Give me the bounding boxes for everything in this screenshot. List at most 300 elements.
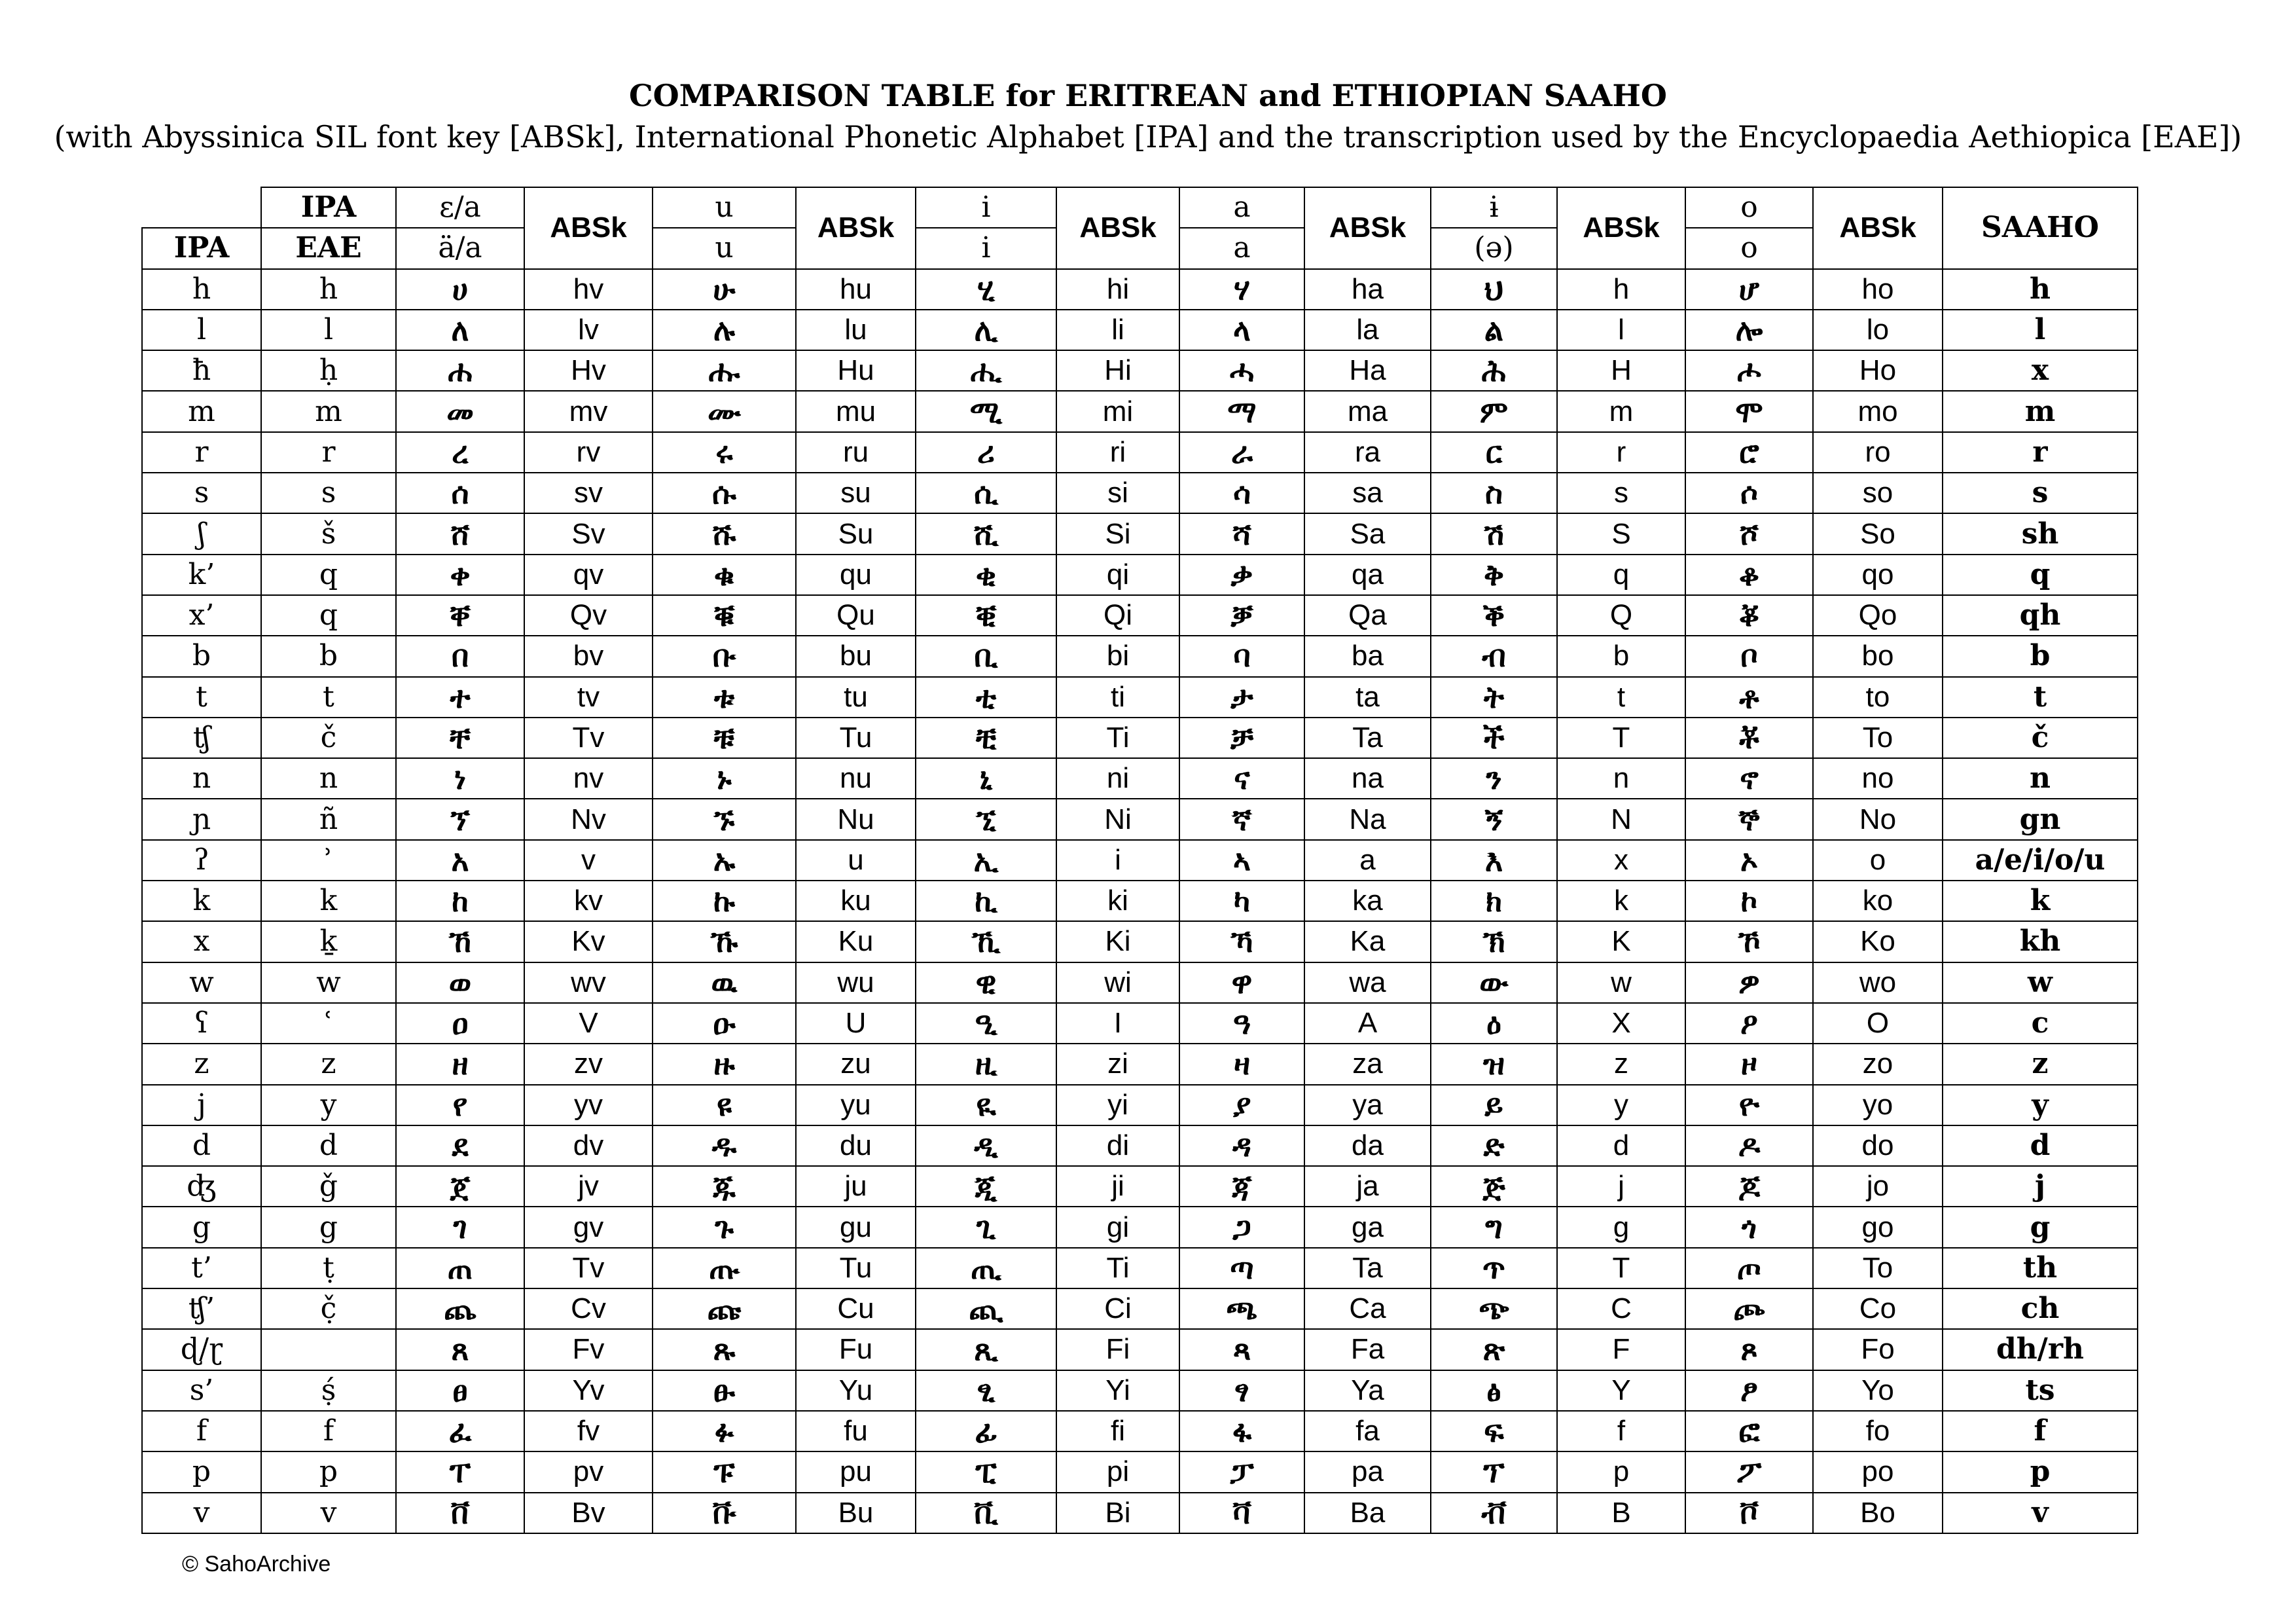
table-cell: ቩ xyxy=(653,1493,796,1533)
table-cell: ʃ xyxy=(142,513,261,554)
table-cell: wv xyxy=(524,962,653,1003)
table-cell: t xyxy=(1943,677,2138,718)
table-cell: nu xyxy=(796,758,916,799)
table-cell: y xyxy=(1557,1085,1685,1125)
table-cell: ዛ xyxy=(1179,1044,1304,1084)
table-cell: ቨ xyxy=(396,1493,524,1533)
table-cell: n xyxy=(142,758,261,799)
table-cell: ቅ xyxy=(1431,555,1557,595)
table-cell: ነ xyxy=(396,758,524,799)
table-cell: ጁ xyxy=(653,1166,796,1207)
table-cell: j xyxy=(1943,1166,2138,1207)
table-cell: ሎ xyxy=(1685,310,1813,350)
table-row xyxy=(142,677,2138,718)
table-cell: ር xyxy=(1431,432,1557,473)
table-cell: ዳ xyxy=(1179,1125,1304,1166)
table-cell: ሺ xyxy=(916,513,1056,554)
table-cell: u xyxy=(796,840,916,881)
table-cell: pu xyxy=(796,1451,916,1492)
table-cell: bv xyxy=(524,636,653,676)
table-cell: Bo xyxy=(1813,1493,1943,1533)
table-cell: ha xyxy=(1304,269,1431,310)
table-cell: Yv xyxy=(524,1370,653,1411)
table-cell: ረ xyxy=(396,432,524,473)
table-cell: ቫ xyxy=(1179,1493,1304,1533)
table-row xyxy=(142,310,2138,350)
table-cell: dh/rh xyxy=(1943,1329,2138,1370)
table-cell: ṭ xyxy=(261,1248,396,1288)
table-cell: qv xyxy=(524,555,653,595)
table-cell: ቲ xyxy=(916,677,1056,718)
table-cell: t xyxy=(1557,677,1685,718)
table-cell: za xyxy=(1304,1044,1431,1084)
copyright-footer: © SahoArchive xyxy=(182,1552,331,1577)
table-cell: Qi xyxy=(1056,595,1179,636)
table-cell: kh xyxy=(1943,921,2138,962)
table-cell: B xyxy=(1557,1493,1685,1533)
table-cell: Qo xyxy=(1813,595,1943,636)
table-cell: To xyxy=(1813,718,1943,758)
table-cell: I xyxy=(1056,1003,1179,1044)
table-cell: jv xyxy=(524,1166,653,1207)
table-cell: ብ xyxy=(1431,636,1557,676)
table-cell: x xyxy=(1557,840,1685,881)
table-cell: i xyxy=(1056,840,1179,881)
table-cell: ሒ xyxy=(916,350,1056,391)
table-cell: n xyxy=(1557,758,1685,799)
table-cell: r xyxy=(1557,432,1685,473)
table-cell: yv xyxy=(524,1085,653,1125)
table-cell: qi xyxy=(1056,555,1179,595)
table-cell: ቕ xyxy=(1431,595,1557,636)
table-cell: ʤ xyxy=(142,1166,261,1207)
table-cell: la xyxy=(1304,310,1431,350)
table-cell: ሊ xyxy=(916,310,1056,350)
table-cell: pv xyxy=(524,1451,653,1492)
table-cell: kv xyxy=(524,881,653,921)
table-cell: w xyxy=(1557,962,1685,1003)
table-cell: y xyxy=(1943,1085,2138,1125)
table-cell: እ xyxy=(1431,840,1557,881)
table-cell: ጾ xyxy=(1685,1329,1813,1370)
table-row xyxy=(142,391,2138,431)
table-cell: Ni xyxy=(1056,799,1179,839)
table-cell: v xyxy=(524,840,653,881)
table-cell: ጥ xyxy=(1431,1248,1557,1288)
table-cell: ዘ xyxy=(396,1044,524,1084)
table-cell: ፂ xyxy=(916,1370,1056,1411)
table-cell: ni xyxy=(1056,758,1179,799)
table-cell: ና xyxy=(1179,758,1304,799)
table-cell: Hv xyxy=(524,350,653,391)
table-row xyxy=(142,269,2138,310)
table-cell: ዒ xyxy=(916,1003,1056,1044)
table-cell: z xyxy=(142,1044,261,1084)
table-cell: ራ xyxy=(1179,432,1304,473)
table-cell: ሑ xyxy=(653,350,796,391)
table-cell: fv xyxy=(524,1411,653,1451)
table-cell: t xyxy=(261,677,396,718)
table-cell: r xyxy=(1943,432,2138,473)
table-cell: ፍ xyxy=(1431,1411,1557,1451)
table-cell: k xyxy=(142,881,261,921)
table-cell: ፋ xyxy=(1179,1411,1304,1451)
table-cell: ʧ xyxy=(142,718,261,758)
table-cell: p xyxy=(1557,1451,1685,1492)
table-cell: ኘ xyxy=(396,799,524,839)
table-cell: mo xyxy=(1813,391,1943,431)
table-cell: ሖ xyxy=(1685,350,1813,391)
table-cell: hu xyxy=(796,269,916,310)
table-cell: n xyxy=(261,758,396,799)
table-cell: ጽ xyxy=(1431,1329,1557,1370)
table-cell: ታ xyxy=(1179,677,1304,718)
table-cell: Ha xyxy=(1304,350,1431,391)
table-cell: H xyxy=(1557,350,1685,391)
table-row xyxy=(142,718,2138,758)
table-cell: ገ xyxy=(396,1207,524,1247)
table-cell: wi xyxy=(1056,962,1179,1003)
table-cell: ሶ xyxy=(1685,473,1813,513)
table-cell: j xyxy=(1557,1166,1685,1207)
table-cell: Nu xyxy=(796,799,916,839)
table-cell: F xyxy=(1557,1329,1685,1370)
table-cell: qo xyxy=(1813,555,1943,595)
table-cell: l xyxy=(261,310,396,350)
table-cell: sa xyxy=(1304,473,1431,513)
table-cell: ፕ xyxy=(1431,1451,1557,1492)
table-cell: Qu xyxy=(796,595,916,636)
header-cell: ABSk xyxy=(1557,187,1685,269)
table-cell: f xyxy=(142,1411,261,1451)
table-cell: l xyxy=(142,310,261,350)
table-cell: Co xyxy=(1813,1288,1943,1329)
table-cell: tv xyxy=(524,677,653,718)
table-cell: ን xyxy=(1431,758,1557,799)
table-cell: ri xyxy=(1056,432,1179,473)
table-cell: Fi xyxy=(1056,1329,1179,1370)
table-cell: ɖ/ɽ xyxy=(142,1329,261,1370)
header-cell: u xyxy=(653,228,796,268)
table-cell: መ xyxy=(396,391,524,431)
table-cell: ኮ xyxy=(1685,881,1813,921)
table-cell: q xyxy=(1557,555,1685,595)
header-empty-cell xyxy=(142,187,261,228)
table-cell: ዖ xyxy=(1685,1003,1813,1044)
table-cell: Cv xyxy=(524,1288,653,1329)
table-cell: qa xyxy=(1304,555,1431,595)
header-cell: IPA xyxy=(142,228,261,268)
table-cell: fo xyxy=(1813,1411,1943,1451)
table-cell: ማ xyxy=(1179,391,1304,431)
table-cell: ፓ xyxy=(1179,1451,1304,1492)
table-cell: X xyxy=(1557,1003,1685,1044)
table-cell: x xyxy=(1943,350,2138,391)
table-cell: ጩ xyxy=(653,1288,796,1329)
table-cell: ñ xyxy=(261,799,396,839)
table-cell: ዲ xyxy=(916,1125,1056,1166)
table-cell: g xyxy=(1943,1207,2138,1247)
table-cell: ፐ xyxy=(396,1451,524,1492)
table-cell: gu xyxy=(796,1207,916,1247)
table-cell: h xyxy=(142,269,261,310)
table-cell: p xyxy=(261,1451,396,1492)
table-cell: d xyxy=(1557,1125,1685,1166)
table-row xyxy=(142,881,2138,921)
table-cell: gi xyxy=(1056,1207,1179,1247)
table-row xyxy=(142,1370,2138,1411)
table-cell: ጫ xyxy=(1179,1288,1304,1329)
table-cell: ሮ xyxy=(1685,432,1813,473)
table-cell: mi xyxy=(1056,391,1179,431)
table-cell: ጆ xyxy=(1685,1166,1813,1207)
table-cell: k xyxy=(1943,881,2138,921)
table-cell: ቓ xyxy=(1179,595,1304,636)
table-cell: x xyxy=(142,921,261,962)
table-cell: ፒ xyxy=(916,1451,1056,1492)
header-cell: IPA xyxy=(261,187,396,228)
table-cell: የ xyxy=(396,1085,524,1125)
table-cell: ቐ xyxy=(396,595,524,636)
table-cell: Kv xyxy=(524,921,653,962)
table-cell: ፆ xyxy=(1685,1370,1813,1411)
table-cell: ts xyxy=(1943,1370,2138,1411)
table-cell: sh xyxy=(1943,513,2138,554)
table-cell: T xyxy=(1557,718,1685,758)
table-cell: ለ xyxy=(396,310,524,350)
table-cell: hv xyxy=(524,269,653,310)
table-cell: U xyxy=(796,1003,916,1044)
table-cell: ra xyxy=(1304,432,1431,473)
table-cell: ዑ xyxy=(653,1003,796,1044)
table-cell: x’ xyxy=(142,595,261,636)
table-cell: yo xyxy=(1813,1085,1943,1125)
table-cell: ወ xyxy=(396,962,524,1003)
table-cell: Ti xyxy=(1056,1248,1179,1288)
table-cell: hi xyxy=(1056,269,1179,310)
header-cell: SAAHO xyxy=(1943,187,2138,269)
table-cell: č̣ xyxy=(261,1288,396,1329)
table-cell: ሱ xyxy=(653,473,796,513)
table-cell: dv xyxy=(524,1125,653,1166)
table-cell: ቶ xyxy=(1685,677,1813,718)
table-cell: ṣ́ xyxy=(261,1370,396,1411)
table-cell: fi xyxy=(1056,1411,1179,1451)
table-cell: ቭ xyxy=(1431,1493,1557,1533)
table-cell: ቻ xyxy=(1179,718,1304,758)
header-cell: EAE xyxy=(261,228,396,268)
header-cell: ABSk xyxy=(1813,187,1943,269)
table-cell: g xyxy=(142,1207,261,1247)
table-cell: ላ xyxy=(1179,310,1304,350)
table-cell: zv xyxy=(524,1044,653,1084)
table-cell: q xyxy=(1943,555,2138,595)
table-cell: ጻ xyxy=(1179,1329,1304,1370)
table-cell: ድ xyxy=(1431,1125,1557,1166)
table-cell: f xyxy=(1943,1411,2138,1451)
table-cell: ቖ xyxy=(1685,595,1813,636)
table-cell: m xyxy=(142,391,261,431)
table-cell: ኙ xyxy=(653,799,796,839)
table-cell: da xyxy=(1304,1125,1431,1166)
table-cell: ል xyxy=(1431,310,1557,350)
table-cell: Ku xyxy=(796,921,916,962)
table-cell: jo xyxy=(1813,1166,1943,1207)
table-cell: ሸ xyxy=(396,513,524,554)
table-cell: Tv xyxy=(524,718,653,758)
table-cell: ku xyxy=(796,881,916,921)
table-cell: Sa xyxy=(1304,513,1431,554)
header-cell: a xyxy=(1179,187,1304,228)
table-cell: h xyxy=(261,269,396,310)
table-cell: Hu xyxy=(796,350,916,391)
table-cell: ጎ xyxy=(1685,1207,1813,1247)
table-cell: ቾ xyxy=(1685,718,1813,758)
table-cell: m xyxy=(1557,391,1685,431)
table-cell: r xyxy=(261,432,396,473)
table-cell: ya xyxy=(1304,1085,1431,1125)
table-cell: ኦ xyxy=(1685,840,1813,881)
table-cell: Hi xyxy=(1056,350,1179,391)
table-cell: ም xyxy=(1431,391,1557,431)
table-cell: ፖ xyxy=(1685,1451,1813,1492)
table-cell: ዊ xyxy=(916,962,1056,1003)
header-cell: u xyxy=(653,187,796,228)
table-cell: ፎ xyxy=(1685,1411,1813,1451)
table-cell: ta xyxy=(1304,677,1431,718)
table-cell: ጦ xyxy=(1685,1248,1813,1288)
table-cell: mu xyxy=(796,391,916,431)
table-cell: ሾ xyxy=(1685,513,1813,554)
table-cell: ጹ xyxy=(653,1329,796,1370)
table-cell: ካ xyxy=(1179,881,1304,921)
table-cell: j xyxy=(142,1085,261,1125)
table-cell: zu xyxy=(796,1044,916,1084)
table-cell: Yu xyxy=(796,1370,916,1411)
header-row-1 xyxy=(142,187,2138,228)
table-cell: do xyxy=(1813,1125,1943,1166)
table-cell: b xyxy=(261,636,396,676)
table-cell: Si xyxy=(1056,513,1179,554)
table-cell: ኡ xyxy=(653,840,796,881)
table-cell: ጠ xyxy=(396,1248,524,1288)
table-cell: Ya xyxy=(1304,1370,1431,1411)
table-cell: ዚ xyxy=(916,1044,1056,1084)
table-cell: d xyxy=(142,1125,261,1166)
table-cell: V xyxy=(524,1003,653,1044)
table-cell: ፃ xyxy=(1179,1370,1304,1411)
table-row xyxy=(142,799,2138,839)
table-cell: ጮ xyxy=(1685,1288,1813,1329)
table-cell: ት xyxy=(1431,677,1557,718)
table-row xyxy=(142,350,2138,391)
table-cell: ኻ xyxy=(1179,921,1304,962)
table-cell: ḵ xyxy=(261,921,396,962)
table-cell: C xyxy=(1557,1288,1685,1329)
table-cell: Tu xyxy=(796,1248,916,1288)
table-row xyxy=(142,1248,2138,1288)
table-cell: z xyxy=(261,1044,396,1084)
table-row xyxy=(142,1451,2138,1492)
table-cell: pi xyxy=(1056,1451,1179,1492)
table-cell: Ho xyxy=(1813,350,1943,391)
table-cell: Tv xyxy=(524,1248,653,1288)
table-cell: z xyxy=(1943,1044,2138,1084)
table-cell: z xyxy=(1557,1044,1685,1084)
table-cell: ው xyxy=(1431,962,1557,1003)
table-cell: s xyxy=(142,473,261,513)
table-cell: h xyxy=(1943,269,2138,310)
table-cell: b xyxy=(1943,636,2138,676)
table-cell: š xyxy=(261,513,396,554)
table-cell: ʿ xyxy=(261,1003,396,1044)
table-cell: lu xyxy=(796,310,916,350)
table-cell: h xyxy=(1557,269,1685,310)
table-cell: bo xyxy=(1813,636,1943,676)
table-cell: ሳ xyxy=(1179,473,1304,513)
table-cell: qu xyxy=(796,555,916,595)
table-row xyxy=(142,1329,2138,1370)
table-cell: ቹ xyxy=(653,718,796,758)
table-cell: ka xyxy=(1304,881,1431,921)
table-cell: s xyxy=(1557,473,1685,513)
table-cell: ኚ xyxy=(916,799,1056,839)
table-cell: ፅ xyxy=(1431,1370,1557,1411)
table-cell: ቢ xyxy=(916,636,1056,676)
table-cell: ቮ xyxy=(1685,1493,1813,1533)
table-cell: Yi xyxy=(1056,1370,1179,1411)
table-cell: ሆ xyxy=(1685,269,1813,310)
table-cell: O xyxy=(1813,1003,1943,1044)
table-cell: Na xyxy=(1304,799,1431,839)
table-cell: q xyxy=(261,555,396,595)
table-cell: ቪ xyxy=(916,1493,1056,1533)
table-cell: Bi xyxy=(1056,1493,1179,1533)
table-cell: ኺ xyxy=(916,921,1056,962)
table-row xyxy=(142,758,2138,799)
table-cell: ሕ xyxy=(1431,350,1557,391)
table-cell: A xyxy=(1304,1003,1431,1044)
table-cell: po xyxy=(1813,1451,1943,1492)
table-cell: ba xyxy=(1304,636,1431,676)
table-cell: r xyxy=(142,432,261,473)
table-cell: v xyxy=(142,1493,261,1533)
table-cell: ኝ xyxy=(1431,799,1557,839)
table-cell: Ci xyxy=(1056,1288,1179,1329)
table-cell: ጡ xyxy=(653,1248,796,1288)
table-cell: ga xyxy=(1304,1207,1431,1247)
table-cell: ኢ xyxy=(916,840,1056,881)
table-cell: g xyxy=(261,1207,396,1247)
table-cell: d xyxy=(1943,1125,2138,1166)
table-cell: ሉ xyxy=(653,310,796,350)
table-cell: ጢ xyxy=(916,1248,1056,1288)
table-cell: Qv xyxy=(524,595,653,636)
table-cell: ro xyxy=(1813,432,1943,473)
table-cell: ዐ xyxy=(396,1003,524,1044)
header-cell: ABSk xyxy=(524,187,653,269)
table-cell: b xyxy=(142,636,261,676)
table-cell: ሐ xyxy=(396,350,524,391)
header-cell: (ə) xyxy=(1431,228,1557,268)
table-cell: w xyxy=(261,962,396,1003)
table-cell: w xyxy=(142,962,261,1003)
table-cell: wa xyxy=(1304,962,1431,1003)
table-cell: q xyxy=(261,595,396,636)
table-cell: ፉ xyxy=(653,1411,796,1451)
table-cell: qh xyxy=(1943,595,2138,636)
table-cell: Nv xyxy=(524,799,653,839)
